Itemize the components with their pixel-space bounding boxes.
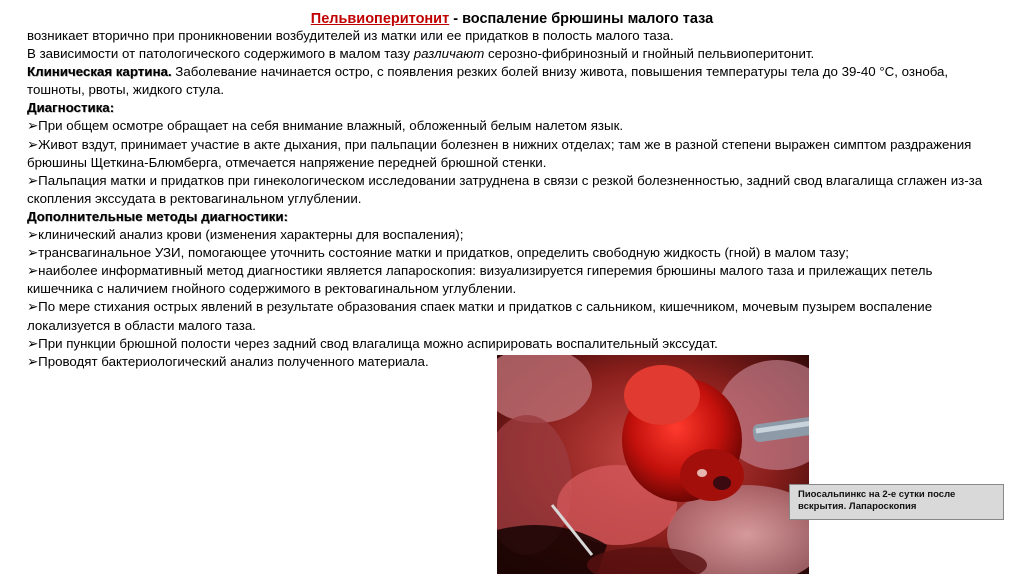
- laparoscopy-illustration: [497, 355, 809, 574]
- list-item-text: трансвагинальное УЗИ, помогающее уточнить состояние матки и придатков, определить свободную жидкость (гной) в малом тазу;: [38, 245, 849, 261]
- list-item-text: Пальпация матки и придатков при гинекологическом исследовании затруднена в связи с резкой болезненностью, задний свод влагалища сглажен из-за скопления экссудата в ректовагинальном углублении.: [27, 172, 983, 206]
- list-item: [27, 244, 1002, 262]
- list-item: [27, 262, 1002, 298]
- classification-emphasis: различают: [413, 46, 485, 62]
- title-rest: - воспаление брюшины малого таза: [449, 11, 714, 27]
- bullet-icon: ➢: [27, 118, 39, 134]
- list-item: [27, 136, 1002, 172]
- paragraph-clinical: [27, 63, 1002, 99]
- classification-text: В зависимости от патологического содержимого в малом тазу: [27, 46, 414, 62]
- body-text: [27, 27, 1002, 371]
- bullet-icon: ➢: [27, 172, 39, 188]
- photo-caption: Пиосальпинкс на 2-е сутки после вскрытия. Лапароскопия: [789, 484, 1004, 520]
- bullet-icon: ➢: [27, 263, 39, 279]
- list-item-text: Живот вздут, принимает участие в акте дыхания, при пальпации болезнен в нижних отделах; там же в разной степени выражен симптом раздражения брюшины Щеткина-Блюмберга, отмечается напряжение передней брюшной стенки.: [27, 136, 972, 170]
- bullet-icon: ➢: [27, 136, 39, 152]
- list-item-text: При пункции брюшной полости через задний свод влагалища можно аспирировать воспалительный экссудат.: [38, 335, 718, 351]
- paragraph-classification: [27, 45, 1002, 63]
- list-item: [27, 298, 1002, 334]
- list-item-text: клинический анализ крови (изменения характерны для воспаления);: [38, 227, 464, 243]
- paragraph-intro: возникает вторично при проникновении возбудителей из матки или ее придатков в полость малого таза.: [27, 28, 674, 43]
- bullet-icon: ➢: [27, 299, 39, 315]
- list-item-text: По мере стихания острых явлений в результате образования спаек матки и придатков с сальником, кишечником, мочевым пузырем воспаление локализуется в области малого таза.: [27, 299, 933, 333]
- list-item: [27, 335, 1002, 353]
- list-item-text: наиболее информативный метод диагностики является лапароскопия: визуализируется гиперемия брюшины малого таза и прилежащих петель кишечника с наличием гнойного содержимого в ректовагинальном углублении.: [27, 263, 933, 297]
- classification-text-end: серозно-фибринозный и гнойный пельвиоперитонит.: [484, 46, 815, 62]
- diagnostics-heading: Диагностика:: [27, 100, 115, 116]
- bullet-icon: ➢: [27, 335, 39, 351]
- clinical-text: Заболевание начинается остро, с появления резких болей внизу живота, повышения температуры тела до 39-40 °С, озноба, тошноты, рвоты, жидкого стула.: [27, 64, 949, 98]
- bullet-icon: ➢: [27, 227, 39, 243]
- bullet-icon: ➢: [27, 353, 39, 369]
- bullet-icon: ➢: [27, 245, 39, 261]
- list-item-text: Проводят бактериологический анализ полученного материала.: [38, 353, 429, 369]
- extra-methods-heading: Дополнительные методы диагностики:: [27, 208, 288, 224]
- slide-title: [0, 10, 1024, 28]
- laparoscopy-photo: [497, 355, 809, 574]
- list-item: [27, 226, 1002, 244]
- list-item: [27, 117, 1002, 135]
- clinical-heading: Клиническая картина.: [27, 64, 172, 80]
- list-item-text: При общем осмотре обращает на себя внимание влажный, обложенный белым налетом язык.: [38, 118, 624, 134]
- title-term: Пельвиоперитонит: [310, 11, 450, 27]
- list-item: [27, 172, 1002, 208]
